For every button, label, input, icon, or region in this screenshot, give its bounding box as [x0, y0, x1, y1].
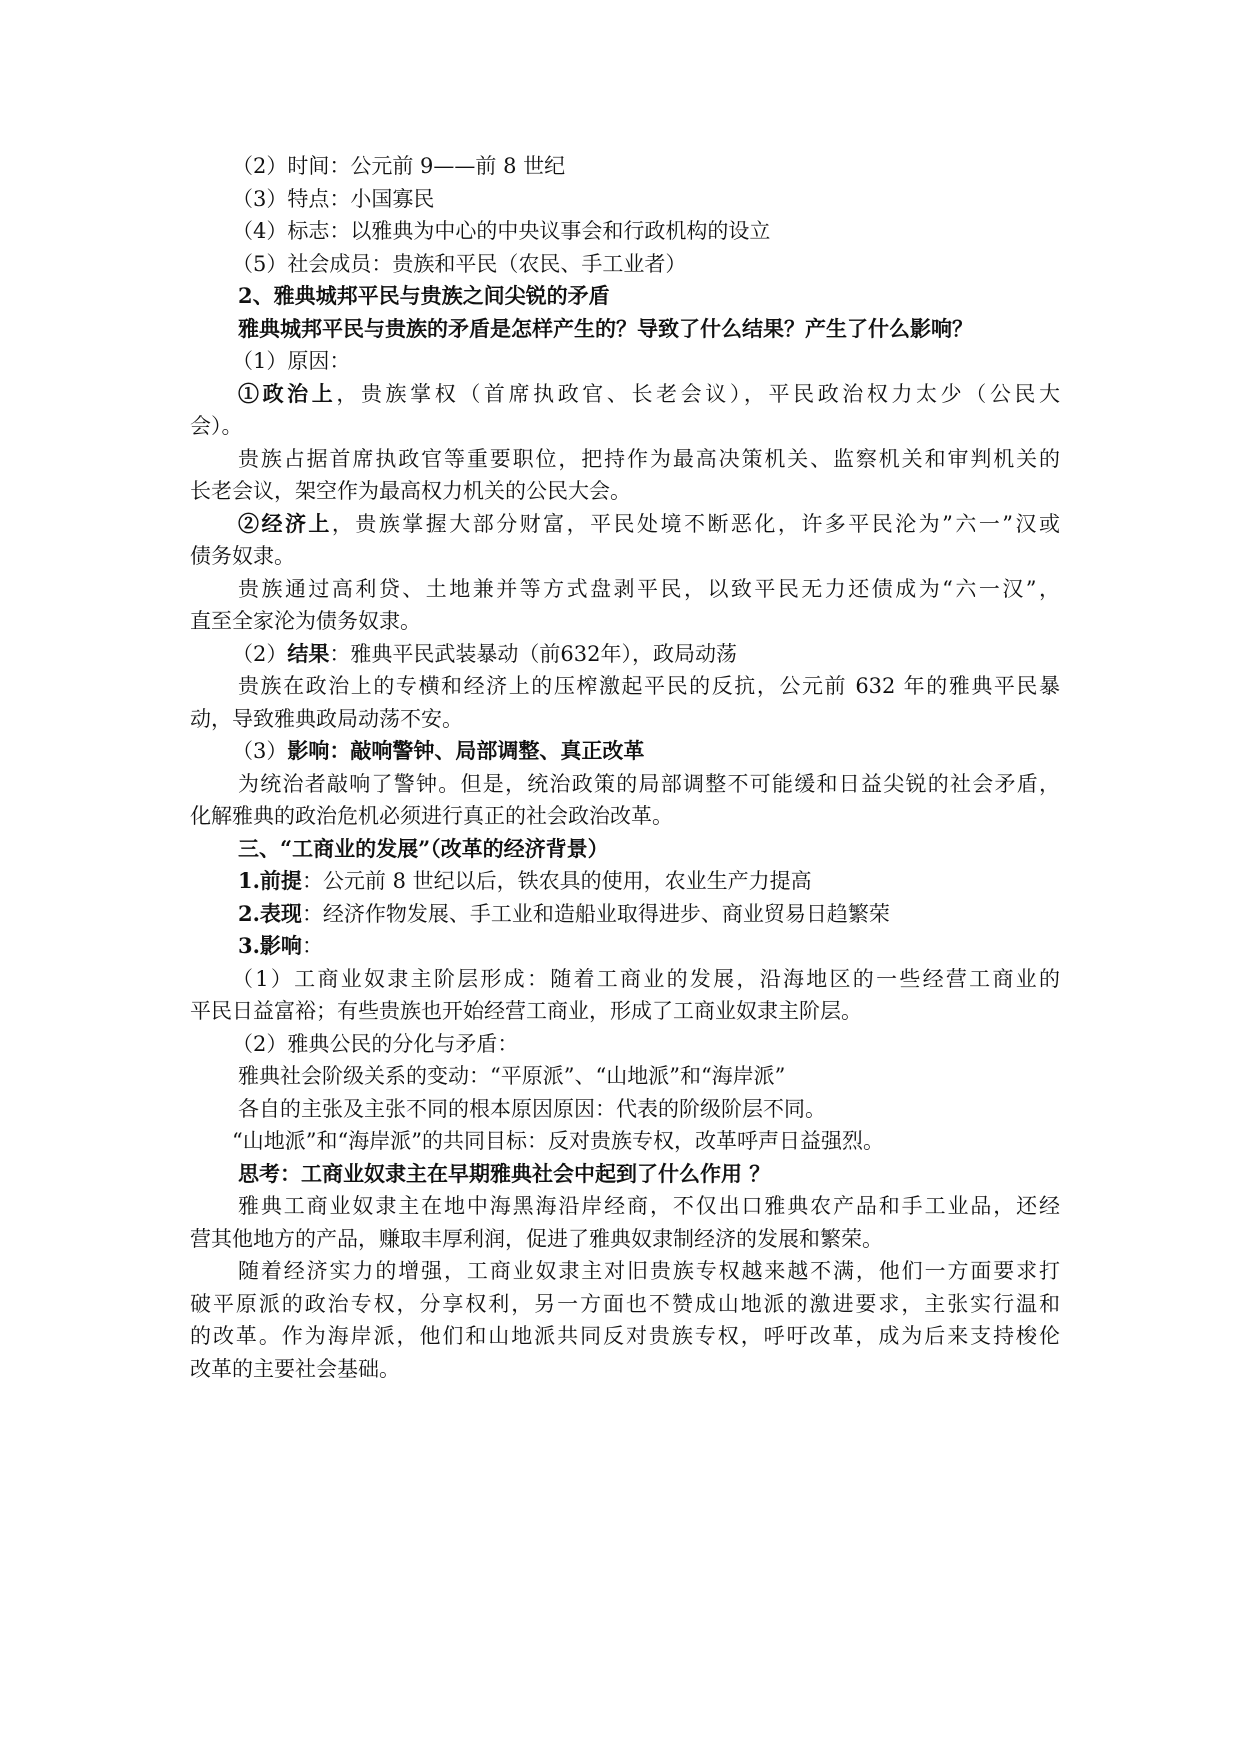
text-line: [190, 1255, 1060, 1288]
body-text: ：公元前 8 世纪以后，铁农具的使用，农业生产力提高: [301, 869, 812, 893]
body-text: 贵族占据首席执政官等重要职位，把持作为最高决策机关、监察机关和审判机关的: [238, 446, 1060, 471]
body-text: 长老会议，架空作为最高权力机关的公民大会。: [190, 479, 631, 503]
text-line: [190, 1028, 1060, 1061]
text-line: [190, 1093, 1060, 1126]
line-prefix: （2）: [232, 641, 288, 666]
text-line: [190, 670, 1060, 703]
body-text: ：: [301, 934, 323, 958]
question-heading: [190, 313, 1060, 346]
text-line: [190, 703, 1060, 736]
body-text: 营其他地方的产品，赚取丰厚利润，促进了雅典奴隶制经济的发展和繁荣。: [190, 1226, 883, 1251]
text-line: [190, 1288, 1060, 1321]
text-line: [190, 963, 1060, 996]
bold-text: 2.表现: [238, 900, 302, 926]
question-heading: [190, 1158, 1060, 1191]
text-line: [190, 1353, 1060, 1386]
body-text: （1）工商业奴隶主阶层形成：随着工商业的发展，沿海地区的一些经营工商业的: [232, 966, 1060, 991]
text-line: [190, 345, 1060, 378]
text-line: [190, 410, 1060, 443]
bold-text: 影响：敲响警钟、局部调整、真正改革: [287, 738, 645, 763]
text-line: [190, 540, 1060, 573]
document-body: [190, 150, 1060, 1385]
body-text: 化解雅典的政治危机必须进行真正的社会政治改革。: [190, 804, 673, 828]
text-line: [190, 248, 1060, 281]
body-text: ：雅典平民武装暴动（前632年），政局动荡: [329, 641, 737, 666]
text-line: [190, 735, 1060, 768]
body-text: 随着经济实力的增强，工商业奴隶主对旧贵族专权越来越不满，他们一方面要求打: [238, 1259, 1060, 1283]
body-text: （5）社会成员：贵族和平民（农民、手工业者）: [232, 251, 687, 276]
body-text: ：经济作物发展、手工业和造船业取得进步、商业贸易日趋繁荣: [301, 901, 890, 926]
body-text: （2）雅典公民的分化与矛盾：: [232, 1031, 519, 1056]
text-line: [190, 800, 1060, 833]
text-line: [190, 898, 1060, 931]
bold-text: 雅典城邦平民与贵族的矛盾是怎样产生的？导致了什么结果？产生了什么影响？: [238, 315, 973, 341]
section-heading: [190, 280, 1060, 313]
body-text: 直至全家沦为债务奴隶。: [190, 609, 421, 633]
body-text: “山地派”和“海岸派”的共同目标：反对贵族专权，改革呼声日益强烈。: [232, 1129, 884, 1153]
section-heading: [190, 833, 1060, 866]
text-line: [190, 443, 1060, 476]
text-line: [190, 150, 1060, 183]
body-text: （1）原因：: [232, 349, 351, 373]
body-text: 会）。: [190, 414, 243, 438]
body-text: 动，导致雅典政局动荡不安。: [190, 706, 463, 731]
text-line: [190, 605, 1060, 638]
text-line: [190, 1223, 1060, 1256]
text-line: [190, 1190, 1060, 1223]
bold-text: 结果: [287, 640, 330, 666]
text-line: [190, 638, 1060, 671]
text-line: [190, 215, 1060, 248]
text-line: [190, 768, 1060, 801]
body-text: 改革的主要社会基础。: [190, 1356, 400, 1381]
body-text: ，贵族掌握大部分财富，平民处境不断恶化，许多平民沦为”六一”汉或: [331, 511, 1060, 536]
text-line: [190, 183, 1060, 216]
text-line: [190, 573, 1060, 606]
text-line: [190, 865, 1060, 898]
bold-text: 思考：工商业奴隶主在早期雅典社会中起到了什么作用 ？: [238, 1160, 771, 1186]
text-line: [190, 1125, 1060, 1158]
text-line: [190, 930, 1060, 963]
body-text: （2）时间：公元前 9——前 8 世纪: [232, 154, 566, 178]
bold-text: 三、“工商业的发展”（改革的经济背景）: [238, 835, 609, 861]
body-text: 平民日益富裕；有些贵族也开始经营工商业，形成了工商业奴隶主阶层。: [190, 999, 862, 1023]
body-text: （4）标志：以雅典为中心的中央议事会和行政机构的设立: [232, 219, 771, 243]
text-line: [190, 378, 1060, 411]
bold-text: 1.前提: [238, 868, 302, 893]
body-text: 贵族通过高利贷、土地兼并等方式盘剥平民，以致平民无力还债成为“六一汉”，: [238, 576, 1060, 601]
body-text: 雅典工商业奴隶主在地中海黑海沿岸经商，不仅出口雅典农产品和手工业品，还经: [238, 1194, 1060, 1218]
bold-text: ①政治上: [238, 380, 337, 406]
line-prefix: （3）: [232, 739, 288, 763]
bold-text: 3.影响: [238, 933, 302, 958]
body-text: 破平原派的政治专权，分享权利，另一方面也不赞成山地派的激进要求，主张实行温和: [190, 1291, 1060, 1316]
body-text: ，贵族掌权（首席执政官、长老会议），平民政治权力太少（公民大: [336, 381, 1061, 406]
text-line: [190, 508, 1060, 541]
body-text: （3）特点：小国寡民: [232, 186, 435, 211]
text-line: [190, 475, 1060, 508]
bold-text: 2、雅典城邦平民与贵族之间尖锐的矛盾: [238, 283, 610, 308]
body-text: 的改革。作为海岸派，他们和山地派共同反对贵族专权，呼吁改革，成为后来支持梭伦: [190, 1324, 1060, 1348]
text-line: [190, 1060, 1060, 1093]
text-line: [190, 1320, 1060, 1353]
body-text: 为统治者敲响了警钟。但是，统治政策的局部调整不可能缓和日益尖锐的社会矛盾，: [238, 771, 1060, 796]
body-text: 各自的主张及主张不同的根本原因原因：代表的阶级阶层不同。: [238, 1096, 826, 1121]
body-text: 债务奴隶。: [190, 544, 295, 568]
text-line: [190, 995, 1060, 1028]
body-text: 雅典社会阶级关系的变动：“平原派”、“山地派”和“海岸派”: [238, 1064, 786, 1088]
body-text: 贵族在政治上的专横和经济上的压榨激起平民的反抗，公元前 632 年的雅典平民暴: [238, 674, 1060, 698]
bold-text: ②经济上: [238, 510, 332, 536]
